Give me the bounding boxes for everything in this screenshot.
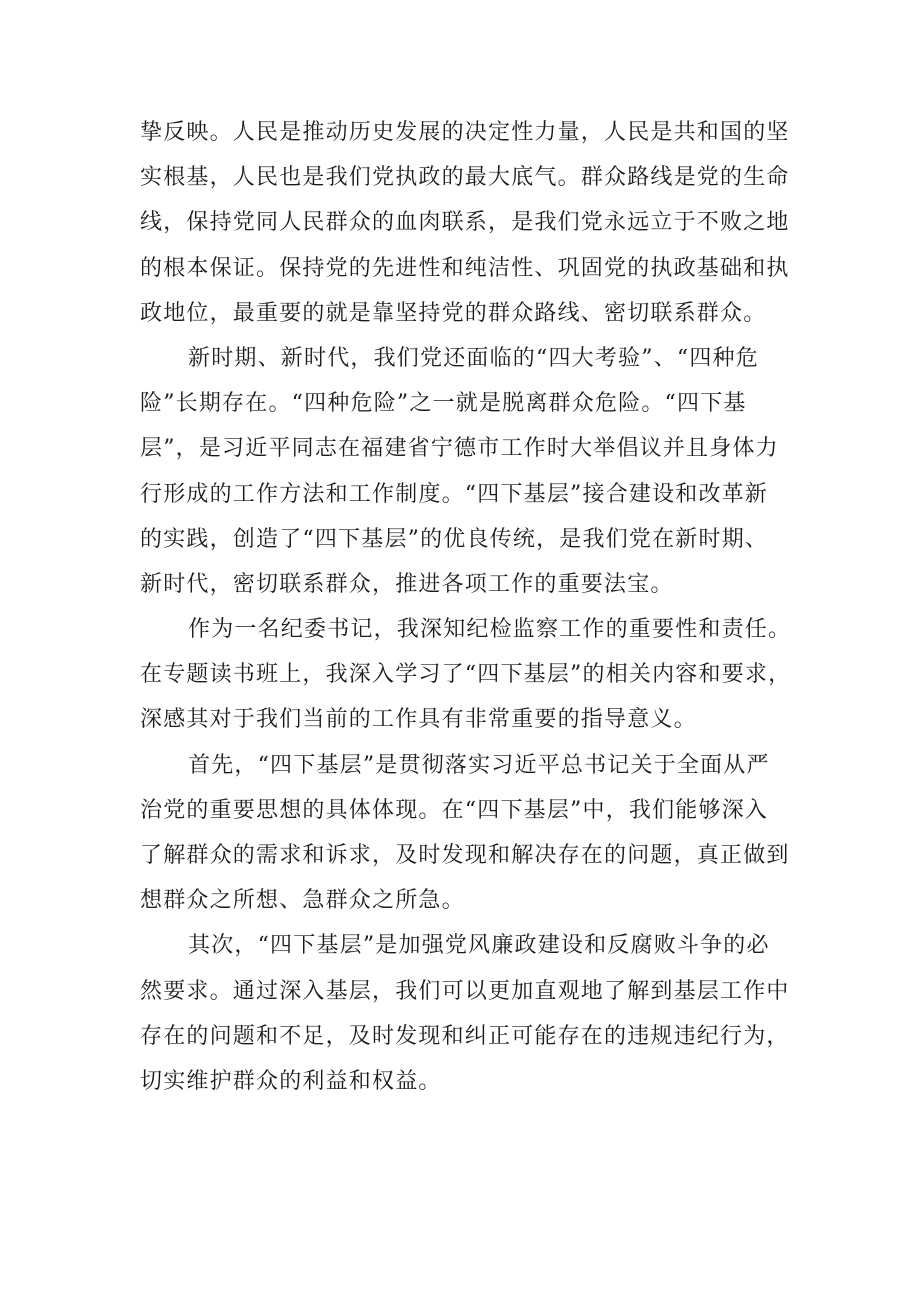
text-line: 行形成的工作方法和工作制度。“四下基层”接合建设和改革新 [140, 481, 769, 507]
text-line: 在专题读书班上，我深入学习了“四下基层”的相关内容和要求， [140, 662, 792, 688]
text-line: 挚反映。人民是推动历史发展的决定性力量，人民是共和国的坚 [140, 120, 790, 145]
text-line: 的根本保证。保持党的先进性和纯洁性、巩固党的执政基础和执 [140, 255, 790, 281]
text-line: 然要求。通过深入基层，我们可以更加直观地了解到基层工作中 [140, 978, 790, 1004]
text-line: 深感其对于我们当前的工作具有非常重要的指导意义。 [140, 707, 697, 733]
document-body [140, 110, 800, 1104]
text-line: 首先，“四下基层”是贯彻落实习近平总书记关于全面从严 [188, 752, 770, 778]
paragraph [140, 743, 800, 924]
text-line: 线，保持党同人民群众的血肉联系，是我们党永远立于不败之地 [140, 210, 790, 236]
text-line: 了解群众的需求和诉求，及时发现和解决存在的问题，真正做到 [140, 843, 790, 868]
text-line: 作为一名纪委书记，我深知纪检监察工作的重要性和责任。 [188, 617, 792, 643]
text-line: 新时代，密切联系群众，推进各项工作的重要法宝。 [140, 571, 674, 597]
paragraph [140, 336, 800, 607]
text-line: 想群众之所想、急群众之所急。 [140, 888, 465, 914]
text-line: 切实维护群众的利益和权益。 [140, 1068, 442, 1094]
text-line: 的实践，创造了“四下基层”的优良传统，是我们党在新时期、 [140, 526, 769, 552]
text-line: 其次，“四下基层”是加强党风廉政建设和反腐败斗争的必 [188, 933, 770, 959]
text-line: 实根基，人民也是我们党执政的最大底气。群众路线是党的生命 [140, 165, 790, 191]
text-line: 政地位，最重要的就是靠坚持党的群众路线、密切联系群众。 [140, 300, 767, 326]
text-line: 险”长期存在。“四种危险”之一就是脱离群众危险。“四下基 [140, 391, 747, 417]
paragraph [140, 923, 800, 1104]
paragraph [140, 607, 800, 743]
paragraph [140, 110, 800, 336]
text-line: 存在的问题和不足，及时发现和纠正可能存在的违规违纪行为， [140, 1023, 790, 1049]
text-line: 新时期、新时代，我们党还面临的“四大考验”、“四种危 [188, 345, 759, 371]
text-line: 层”，是习近平同志在福建省宁德市工作时大举倡议并且身体力 [140, 436, 779, 462]
text-line: 治党的重要思想的具体体现。在“四下基层”中，我们能够深入 [140, 797, 769, 823]
